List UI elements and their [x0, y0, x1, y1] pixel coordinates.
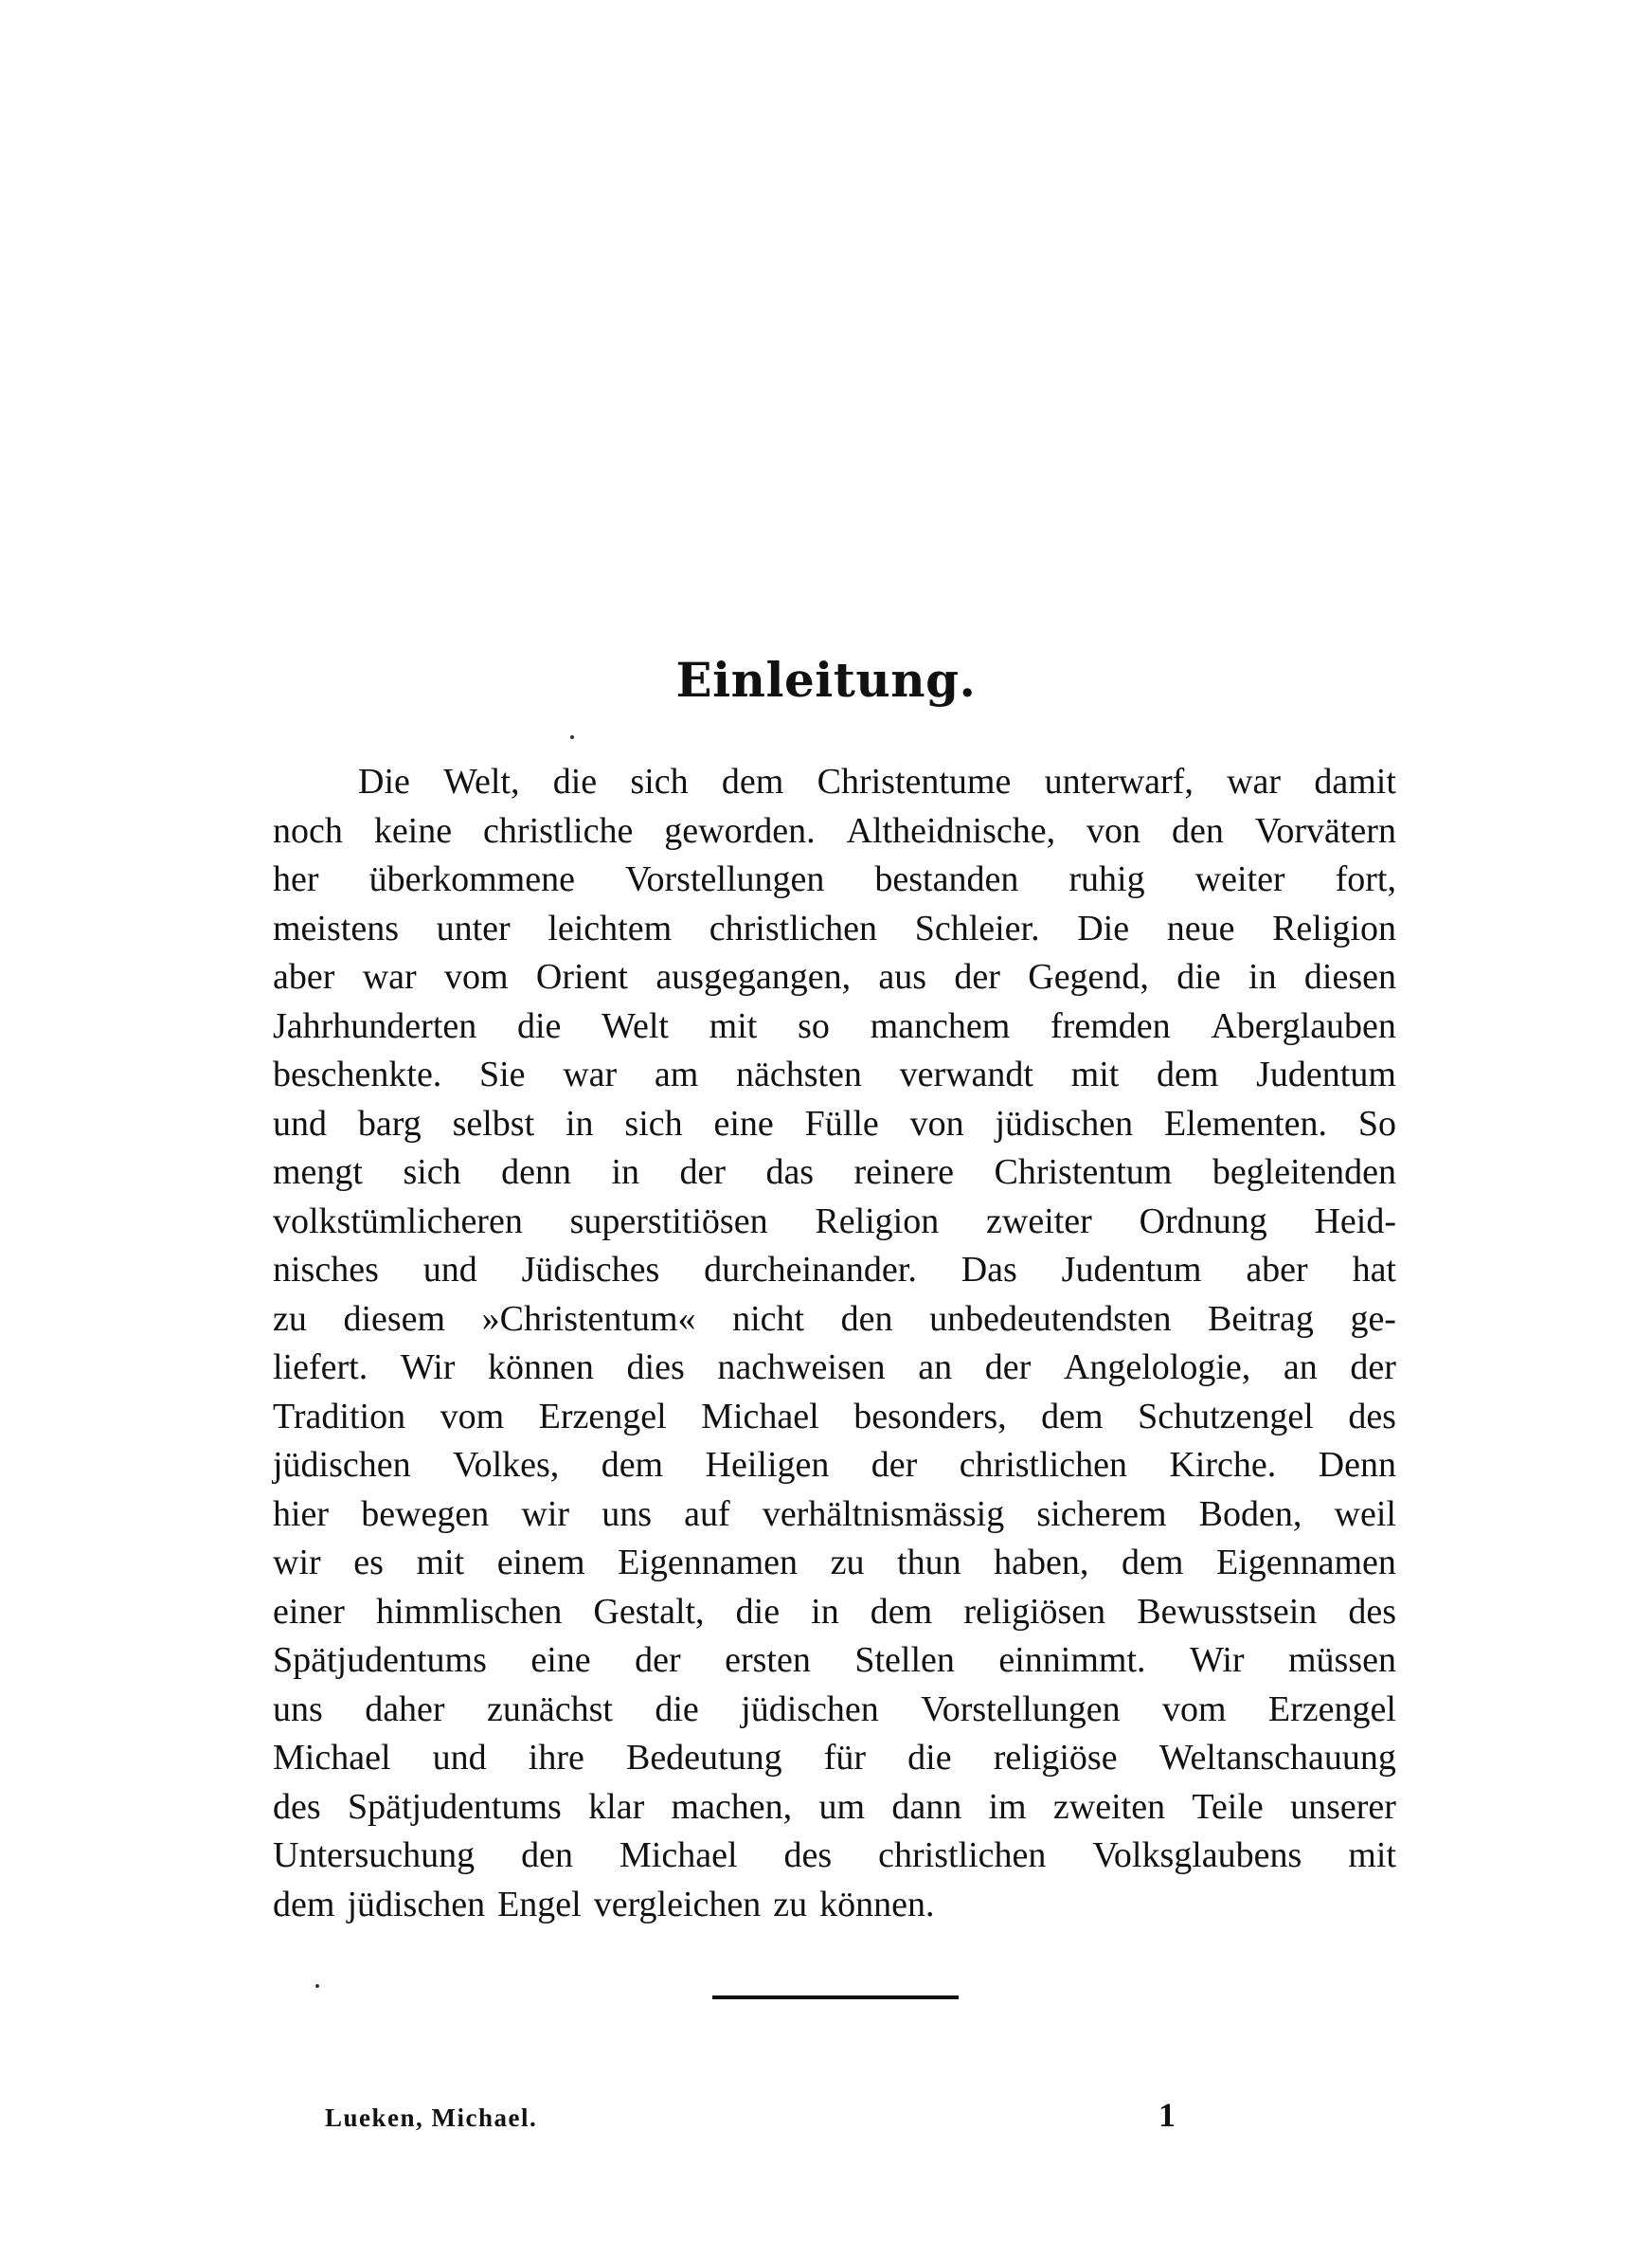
word: mengt — [273, 1152, 363, 1192]
word: ruhig — [1068, 859, 1145, 899]
word: sich — [403, 1152, 461, 1192]
word: uns — [273, 1688, 323, 1729]
word: meistens — [273, 908, 399, 948]
word: Beitrag — [1208, 1298, 1314, 1339]
text-line — [273, 1783, 1396, 1833]
word: Das — [961, 1250, 1017, 1290]
word: auf — [684, 1493, 730, 1534]
word: zu — [830, 1543, 865, 1582]
word: an — [1283, 1347, 1318, 1387]
page-number: 1 — [1158, 2096, 1176, 2134]
word: Erzengel — [1267, 1688, 1396, 1729]
word: jüdischen — [273, 1445, 411, 1485]
word: Heiligen — [705, 1445, 830, 1485]
word: unterwarf, — [1044, 762, 1194, 802]
text-line — [273, 1588, 1396, 1637]
word: in — [565, 1103, 594, 1144]
word: Tradition — [273, 1396, 406, 1436]
word: religiösen — [963, 1591, 1106, 1632]
word: Wir — [1189, 1640, 1245, 1680]
word: Volksglaubens — [1092, 1835, 1302, 1875]
word: Spätjudentums — [273, 1640, 487, 1680]
word: der — [635, 1640, 681, 1680]
text-line — [273, 1490, 1396, 1540]
word: das — [765, 1152, 815, 1192]
text-line — [273, 1881, 1396, 1930]
word: wir — [521, 1493, 570, 1534]
word: selbst — [452, 1103, 535, 1144]
word: war — [362, 957, 417, 997]
word: Vorstellungen — [921, 1688, 1121, 1729]
word: ihre — [528, 1738, 584, 1778]
word: christliche — [483, 810, 634, 851]
section-divider — [712, 1995, 959, 1999]
word: die — [1176, 957, 1221, 997]
word: mit — [416, 1543, 465, 1582]
word: Angelologie, — [1063, 1347, 1251, 1387]
word: so — [798, 1005, 830, 1046]
word: die — [735, 1591, 781, 1632]
word: Kirche. — [1169, 1445, 1277, 1485]
word: mit — [709, 1005, 758, 1046]
word: Denn — [1318, 1445, 1396, 1485]
word: weiter — [1194, 859, 1285, 899]
text-line — [273, 1051, 1396, 1100]
word: Welt — [602, 1005, 669, 1046]
word: aber — [273, 957, 335, 997]
word: ausgegangen, — [655, 957, 852, 997]
word: zu — [273, 1298, 307, 1339]
word: Judentum — [1061, 1250, 1202, 1290]
word: des — [783, 1835, 833, 1875]
word: Michael — [273, 1738, 391, 1778]
word: war — [1227, 762, 1282, 802]
word: in — [811, 1591, 839, 1632]
word: einnimmt. — [998, 1640, 1146, 1680]
text-line — [273, 807, 1396, 857]
word: Bedeutung — [625, 1738, 782, 1778]
word: jüdischen — [741, 1688, 879, 1729]
chapter-heading: Einleitung. — [675, 652, 977, 708]
word: können — [488, 1347, 594, 1387]
word: dies — [626, 1347, 685, 1387]
word: dem — [601, 1445, 664, 1485]
word: eine — [530, 1640, 591, 1680]
word: um — [818, 1786, 866, 1827]
word: eine — [713, 1103, 774, 1144]
word: Eigennamen — [618, 1543, 799, 1582]
word: dem — [870, 1591, 933, 1632]
word: für — [823, 1738, 867, 1778]
word: reinere — [853, 1152, 955, 1192]
text-line — [273, 856, 1396, 905]
word: jüdischen — [995, 1103, 1134, 1144]
word: zu — [773, 1884, 808, 1924]
word: Religion — [1272, 908, 1396, 948]
word: Aberglauben — [1211, 1005, 1396, 1046]
word: und — [422, 1250, 477, 1290]
word: des — [273, 1786, 321, 1827]
word: unbedeutendsten — [929, 1298, 1172, 1339]
word: »Christentum« — [481, 1298, 696, 1339]
word: dem — [1121, 1543, 1184, 1582]
word: ge- — [1350, 1298, 1396, 1339]
word: daher — [365, 1688, 445, 1729]
word: die — [552, 762, 598, 802]
word: einem — [496, 1543, 585, 1582]
word: Michael — [701, 1396, 819, 1436]
word: des — [1348, 1396, 1396, 1436]
word: einer — [273, 1591, 345, 1632]
word: christlichen — [709, 908, 878, 948]
word: mit — [1070, 1055, 1120, 1094]
word: unter — [436, 908, 511, 948]
word: Fülle — [804, 1103, 879, 1144]
word: begleitenden — [1212, 1152, 1396, 1192]
word: Erzengel — [538, 1396, 667, 1436]
word: fremden — [1050, 1005, 1171, 1046]
word: diesem — [343, 1298, 446, 1339]
word: ersten — [725, 1640, 811, 1680]
word: die — [907, 1738, 952, 1778]
word: Vorstellungen — [624, 859, 825, 899]
word: Teile — [1192, 1786, 1264, 1827]
word: aber — [1246, 1250, 1308, 1290]
word: dem — [721, 762, 784, 802]
text-line — [273, 1686, 1396, 1735]
word: an — [918, 1347, 953, 1387]
word: her — [273, 859, 319, 899]
word: Engel — [497, 1884, 582, 1924]
word: christlichen — [959, 1445, 1127, 1485]
word: nisches — [273, 1250, 379, 1290]
word: sich — [624, 1103, 683, 1144]
word: Spätjudentums — [347, 1786, 562, 1827]
word: geworden. — [664, 810, 816, 851]
word: die — [516, 1005, 562, 1046]
word: den — [1171, 810, 1224, 851]
word: Jahrhunderten — [273, 1005, 477, 1046]
text-line — [273, 1100, 1396, 1149]
word: verwandt — [899, 1055, 1033, 1094]
word: der — [871, 1445, 918, 1485]
text-line — [273, 953, 1396, 1002]
word: Stellen — [854, 1640, 955, 1680]
word: die — [655, 1688, 699, 1729]
word: zunächst — [486, 1688, 613, 1729]
word: thun — [897, 1543, 961, 1582]
word: vom — [444, 957, 509, 997]
word: machen, — [671, 1786, 793, 1827]
word: war — [563, 1055, 618, 1094]
word: überkommene — [368, 859, 575, 899]
text-line — [273, 1734, 1396, 1783]
word: dem — [1041, 1396, 1104, 1436]
word: und — [273, 1103, 327, 1144]
word: von — [1086, 810, 1141, 851]
text-line — [273, 1148, 1396, 1198]
word: neue — [1166, 908, 1235, 948]
word: Altheidnische, — [846, 810, 1056, 851]
word: Michael — [620, 1835, 738, 1875]
text-line — [273, 1246, 1396, 1295]
print-speck — [315, 1984, 319, 1988]
word: der — [954, 957, 1000, 997]
word: müssen — [1288, 1640, 1396, 1680]
word: haben, — [994, 1543, 1089, 1582]
word: Die — [358, 762, 410, 802]
word: Ordnung — [1139, 1201, 1267, 1241]
word: verhältnismässig — [762, 1493, 1005, 1534]
word: Sie — [478, 1055, 526, 1094]
word: liefert. — [273, 1347, 368, 1387]
footer-signature: Lueken, Michael. — [325, 2104, 538, 2132]
text-line — [273, 905, 1396, 954]
word: dem — [273, 1884, 335, 1924]
word: Elementen. — [1163, 1103, 1327, 1144]
text-line — [273, 1539, 1396, 1588]
word: Judentum — [1256, 1055, 1396, 1094]
word: durcheinander. — [704, 1250, 917, 1290]
word: vergleichen — [593, 1884, 762, 1924]
word: und — [432, 1738, 487, 1778]
word: Wir — [400, 1347, 456, 1387]
word: sicherem — [1036, 1493, 1167, 1534]
word: Volkes, — [453, 1445, 560, 1485]
word: Heid- — [1314, 1201, 1396, 1241]
word: aus — [878, 957, 927, 997]
word: der — [984, 1347, 1032, 1387]
word: des — [1348, 1591, 1396, 1632]
word: leichtem — [548, 908, 673, 948]
word: vom — [1161, 1688, 1227, 1729]
word: uns — [602, 1493, 652, 1534]
word: zweiten — [1052, 1786, 1166, 1827]
text-line — [273, 1198, 1396, 1247]
word: So — [1357, 1103, 1396, 1144]
word: religiöse — [993, 1738, 1118, 1778]
word: denn — [501, 1152, 571, 1192]
word: Vorvätern — [1254, 810, 1396, 851]
word: Christentume — [817, 762, 1012, 802]
word: noch — [273, 810, 343, 851]
word: hier — [273, 1493, 330, 1534]
word: fort, — [1335, 859, 1396, 899]
word: hat — [1352, 1250, 1396, 1290]
word: weil — [1334, 1493, 1396, 1534]
word: Gegend, — [1028, 957, 1149, 997]
word: Schutzengel — [1138, 1396, 1314, 1436]
text-line — [273, 1832, 1396, 1881]
text-line — [273, 1636, 1396, 1686]
word: christlichen — [878, 1835, 1047, 1875]
word: Welt, — [443, 762, 520, 802]
word: es — [353, 1543, 384, 1582]
word: damit — [1314, 762, 1396, 802]
introduction-paragraph — [273, 758, 1396, 1929]
word: zweiter — [986, 1201, 1092, 1241]
text-line — [273, 1344, 1396, 1393]
word: von — [909, 1103, 964, 1144]
word: superstitiösen — [569, 1201, 768, 1241]
word: der — [1350, 1347, 1396, 1387]
word: bestanden — [874, 859, 1019, 899]
word: vom — [440, 1396, 505, 1436]
word: Christentum — [994, 1152, 1173, 1192]
word: Gestalt, — [593, 1591, 705, 1632]
word: Eigennamen — [1215, 1543, 1396, 1582]
word: den — [840, 1298, 893, 1339]
word: himmlischen — [376, 1591, 563, 1632]
word: klar — [588, 1786, 645, 1827]
word: Boden, — [1198, 1493, 1302, 1534]
word: sich — [630, 762, 689, 802]
text-line — [273, 1002, 1396, 1052]
word: bewegen — [361, 1493, 490, 1534]
word: jüdischen — [347, 1884, 486, 1924]
text-line — [273, 1441, 1396, 1490]
word: der — [679, 1152, 726, 1192]
word: am — [654, 1055, 699, 1094]
word: barg — [357, 1103, 422, 1144]
word: Die — [1077, 908, 1130, 948]
word: nachweisen — [717, 1347, 886, 1387]
word: im — [988, 1786, 1027, 1827]
word: in — [611, 1152, 639, 1192]
word: besonders, — [853, 1396, 1007, 1436]
word: nächsten — [735, 1055, 862, 1094]
word: in — [1248, 957, 1277, 997]
word: unserer — [1290, 1786, 1396, 1827]
word: volkstümlicheren — [273, 1201, 523, 1241]
word: können. — [819, 1884, 935, 1924]
word: dem — [1157, 1055, 1219, 1094]
word: Jüdisches — [521, 1250, 660, 1290]
word: Orient — [535, 957, 628, 997]
word: manchem — [870, 1005, 1011, 1046]
word: nicht — [732, 1298, 805, 1339]
word: Weltanschauung — [1158, 1738, 1396, 1778]
word: den — [521, 1835, 574, 1875]
text-line — [273, 1393, 1396, 1442]
word: Religion — [815, 1201, 940, 1241]
text-line — [273, 758, 1396, 807]
print-speck — [570, 735, 574, 739]
word: keine — [373, 810, 453, 851]
word: Untersuchung — [273, 1835, 476, 1875]
word: Bewusstsein — [1137, 1591, 1318, 1632]
word: dann — [891, 1786, 962, 1827]
word: Schleier. — [914, 908, 1040, 948]
word: wir — [273, 1543, 321, 1582]
text-line — [273, 1295, 1396, 1345]
word: mit — [1348, 1835, 1396, 1875]
word: beschenkte. — [273, 1055, 442, 1094]
word: diesen — [1303, 957, 1396, 997]
